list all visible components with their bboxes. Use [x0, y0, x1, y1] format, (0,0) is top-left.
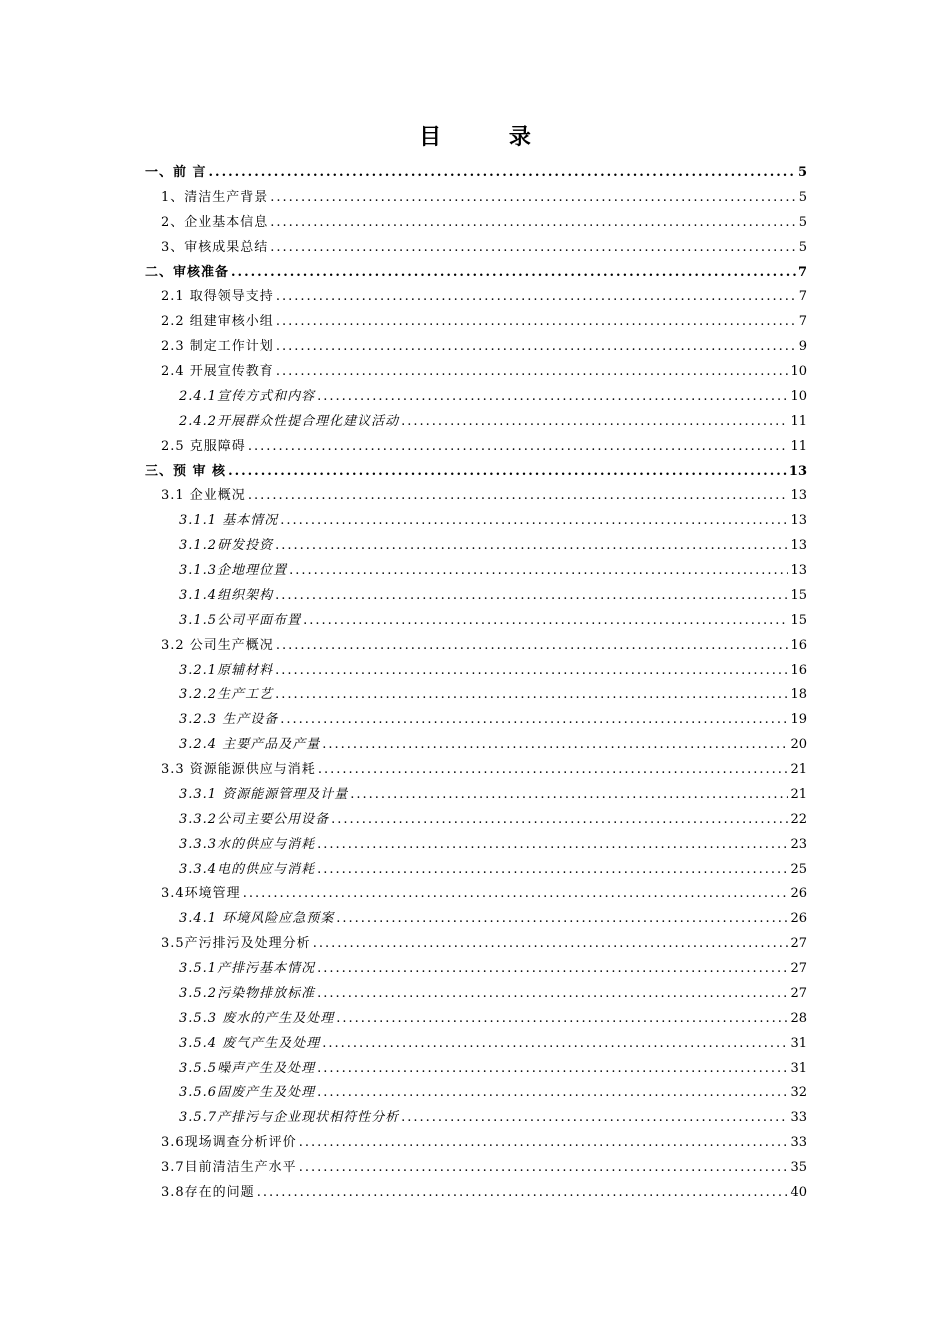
toc-entry-page-number: 15	[790, 587, 807, 603]
toc-entry-page-number: 18	[790, 687, 807, 703]
dot-leader	[270, 190, 796, 205]
dot-leader	[318, 762, 789, 777]
toc-entry-page-number: 5	[797, 165, 807, 180]
toc-entry-label: 3.5.4 废气产生及处理	[179, 1035, 321, 1051]
dot-leader	[275, 588, 788, 603]
toc-entry-page-number: 7	[798, 289, 807, 305]
toc-entry-page-number: 22	[790, 811, 807, 827]
toc-entry-page-number: 31	[790, 1035, 807, 1051]
toc-entry[interactable]	[145, 1007, 807, 1032]
dot-leader	[336, 911, 788, 926]
toc-entry-label: 二、审核准备	[145, 264, 230, 280]
toc-entry-label: 3、审核成果总结	[161, 239, 269, 255]
toc-entry-label: 3.1.4组织架构	[179, 587, 274, 603]
dot-leader	[317, 986, 788, 1001]
toc-entry-page-number: 35	[790, 1160, 807, 1175]
toc-entry-label: 3.5.3 废水的产生及处理	[179, 1010, 335, 1026]
toc-entry-page-number: 27	[790, 961, 807, 976]
toc-entry[interactable]	[145, 584, 807, 609]
dot-leader	[317, 837, 788, 852]
dot-leader	[257, 1185, 789, 1200]
toc-entry-label: 3.1.2研发投资	[179, 538, 274, 554]
dot-leader	[299, 1160, 789, 1175]
toc-entry-label: 3.2.3 生产设备	[179, 712, 279, 728]
toc-entry-label: 3.5.7产排污与企业现状相符性分析	[179, 1110, 400, 1126]
dot-leader	[280, 712, 788, 727]
dot-leader	[243, 886, 789, 901]
dot-leader	[248, 488, 789, 503]
toc-entry-label: 2.3 制定工作计划	[161, 339, 274, 355]
toc-entry[interactable]	[145, 758, 807, 783]
toc-entry-page-number: 28	[790, 1010, 807, 1026]
toc-entry-label: 3.2.2生产工艺	[179, 687, 274, 703]
toc-entry[interactable]	[145, 982, 807, 1007]
toc-entry-label: 3.3.4电的供应与消耗	[179, 861, 316, 877]
toc-entry[interactable]	[145, 261, 807, 286]
toc-entry-label: 3.8存在的问题	[161, 1184, 255, 1200]
toc-entry-page-number: 7	[797, 264, 807, 280]
toc-entry-page-number: 25	[790, 861, 807, 877]
dot-leader	[299, 1135, 789, 1150]
dot-leader	[350, 787, 788, 802]
toc-entry-page-number: 15	[790, 612, 807, 628]
toc-entry-label: 2.2 组建审核小组	[161, 314, 274, 330]
toc-entry[interactable]	[145, 1032, 807, 1057]
toc-entry-page-number: 13	[788, 463, 807, 479]
dot-leader	[322, 1036, 788, 1051]
toc-entry[interactable]	[145, 410, 807, 435]
dot-leader	[248, 439, 789, 454]
dot-leader	[270, 215, 796, 230]
dot-leader	[317, 1085, 788, 1100]
dot-leader	[276, 364, 789, 379]
toc-entry-page-number: 21	[790, 762, 807, 777]
dot-leader	[317, 862, 788, 877]
dot-leader	[303, 613, 788, 628]
toc-entry-label: 3.1.5公司平面布置	[179, 612, 302, 628]
toc-entry-label: 3.5.6固废产生及处理	[179, 1085, 316, 1101]
toc-entry-page-number: 33	[790, 1135, 807, 1151]
toc-entry-label: 2.4.2开展群众性提合理化建议活动	[179, 413, 400, 429]
dot-leader	[275, 663, 788, 678]
toc-entry[interactable]	[145, 559, 807, 584]
toc-entry-page-number: 5	[798, 189, 807, 205]
toc-entry-page-number: 9	[798, 339, 807, 355]
toc-entry[interactable]	[145, 783, 807, 808]
toc-entry[interactable]	[145, 509, 807, 534]
toc-entry[interactable]	[145, 1057, 807, 1082]
toc-entry[interactable]	[145, 634, 807, 659]
toc-entry[interactable]	[145, 435, 807, 460]
toc-entry-label: 3.7目前清洁生产水平	[161, 1160, 297, 1175]
toc-entry[interactable]	[145, 1106, 807, 1131]
toc-entry-label: 3.1.3企地理位置	[179, 563, 288, 578]
toc-entry-page-number: 19	[790, 712, 807, 728]
table-of-contents	[145, 161, 807, 1206]
toc-entry-page-number: 33	[790, 1110, 807, 1126]
dot-leader	[289, 563, 788, 578]
toc-entry-label: 3.2 公司生产概况	[161, 637, 274, 653]
toc-entry[interactable]	[145, 385, 807, 410]
toc-entry[interactable]	[145, 186, 807, 211]
toc-entry-label: 3.2.4 主要产品及产量	[179, 737, 321, 753]
toc-entry-page-number: 7	[798, 314, 807, 330]
dot-leader	[276, 289, 797, 304]
toc-entry-page-number: 27	[790, 936, 807, 952]
toc-entry[interactable]	[145, 1131, 807, 1156]
toc-entry[interactable]	[145, 733, 807, 758]
toc-entry-label: 3.2.1原辅材料	[179, 662, 274, 678]
dot-leader	[401, 414, 788, 429]
toc-entry[interactable]	[145, 907, 807, 932]
dot-leader	[275, 538, 788, 553]
toc-entry[interactable]	[145, 808, 807, 833]
toc-entry[interactable]	[145, 460, 807, 485]
toc-entry-label: 2.4.1宣传方式和内容	[179, 388, 316, 404]
toc-entry-page-number: 13	[790, 513, 807, 529]
toc-entry[interactable]	[145, 1081, 807, 1106]
toc-entry[interactable]	[145, 1156, 807, 1181]
dot-leader	[275, 687, 788, 702]
toc-entry-page-number: 10	[790, 364, 807, 379]
dot-leader	[317, 961, 788, 976]
toc-entry[interactable]	[145, 957, 807, 982]
toc-entry[interactable]	[145, 609, 807, 634]
toc-entry-label: 2.5 克服障碍	[161, 438, 246, 454]
toc-entry-label: 2、企业基本信息	[161, 214, 269, 230]
toc-entry-label: 3.6现场调查分析评价	[161, 1135, 297, 1151]
dot-leader	[209, 165, 796, 180]
toc-entry[interactable]	[145, 683, 807, 708]
toc-entry-label: 3.3.1 资源能源管理及计量	[179, 786, 349, 802]
toc-entry-label: 3.3.3水的供应与消耗	[179, 836, 316, 852]
dot-leader	[317, 389, 788, 404]
dot-leader	[313, 936, 789, 951]
toc-entry[interactable]	[145, 858, 807, 883]
toc-entry[interactable]	[145, 534, 807, 559]
toc-entry-page-number: 10	[790, 388, 807, 404]
toc-entry-label: 3.3.2公司主要公用设备	[179, 811, 330, 827]
toc-entry[interactable]	[145, 1181, 807, 1206]
toc-entry[interactable]	[145, 236, 807, 261]
toc-entry-page-number: 40	[790, 1184, 807, 1200]
toc-entry-page-number: 26	[790, 911, 807, 927]
toc-entry-label: 3.5.2污染物排放标准	[179, 985, 316, 1001]
toc-entry[interactable]	[145, 932, 807, 957]
toc-entry-page-number: 11	[790, 413, 807, 429]
toc-entry-page-number: 11	[790, 438, 807, 454]
toc-entry-label: 3.3 资源能源供应与消耗	[161, 762, 316, 777]
dot-leader	[276, 638, 789, 653]
toc-entry-page-number: 20	[790, 737, 807, 753]
toc-entry-page-number: 13	[790, 563, 807, 578]
toc-entry-label: 3.5.5噪声产生及处理	[179, 1060, 316, 1076]
toc-entry[interactable]	[145, 335, 807, 360]
toc-entry[interactable]	[145, 360, 807, 385]
toc-entry-page-number: 13	[790, 488, 807, 504]
toc-entry[interactable]	[145, 310, 807, 335]
dot-leader	[317, 1061, 788, 1076]
toc-entry-label: 3.4环境管理	[161, 886, 241, 902]
toc-entry-label: 3.5.1产排污基本情况	[179, 961, 316, 976]
toc-entry[interactable]	[145, 211, 807, 236]
toc-entry-page-number: 5	[798, 239, 807, 255]
toc-entry-page-number: 26	[790, 886, 807, 902]
toc-entry-page-number: 32	[790, 1085, 807, 1101]
toc-entry-label: 3.5产污排污及处理分析	[161, 936, 311, 952]
dot-leader	[331, 812, 788, 827]
toc-entry-page-number: 27	[790, 985, 807, 1001]
toc-entry[interactable]	[145, 484, 807, 509]
toc-entry-page-number: 31	[790, 1060, 807, 1076]
dot-leader	[280, 513, 788, 528]
toc-entry-page-number: 13	[790, 538, 807, 554]
dot-leader	[276, 339, 797, 354]
toc-entry-label: 1、清洁生产背景	[161, 189, 269, 205]
toc-entry-page-number: 16	[790, 637, 807, 653]
toc-entry-label: 3.1 企业概况	[161, 488, 246, 504]
dot-leader	[231, 265, 796, 280]
toc-entry-page-number: 5	[798, 214, 807, 230]
dot-leader	[401, 1110, 788, 1125]
toc-entry-label: 3.4.1 环境风险应急预案	[179, 911, 335, 927]
toc-entry[interactable]	[145, 285, 807, 310]
toc-entry-page-number: 21	[790, 786, 807, 802]
toc-entry[interactable]	[145, 833, 807, 858]
toc-entry-label: 2.1 取得领导支持	[161, 289, 274, 305]
dot-leader	[228, 464, 787, 479]
toc-entry-label: 三、预 审 核	[145, 463, 227, 479]
dot-leader	[270, 240, 796, 255]
toc-entry[interactable]	[145, 882, 807, 907]
toc-entry-page-number: 23	[790, 836, 807, 852]
toc-entry[interactable]	[145, 659, 807, 684]
toc-entry[interactable]	[145, 708, 807, 733]
toc-entry[interactable]	[145, 161, 807, 186]
dot-leader	[276, 314, 797, 329]
toc-entry-label: 一、前 言	[145, 165, 207, 180]
toc-entry-label: 2.4 开展宣传教育	[161, 364, 274, 379]
toc-entry-page-number: 16	[790, 662, 807, 678]
toc-entry-label: 3.1.1 基本情况	[179, 513, 279, 529]
dot-leader	[322, 737, 788, 752]
dot-leader	[336, 1011, 788, 1026]
page-title: 目 录	[419, 124, 561, 150]
